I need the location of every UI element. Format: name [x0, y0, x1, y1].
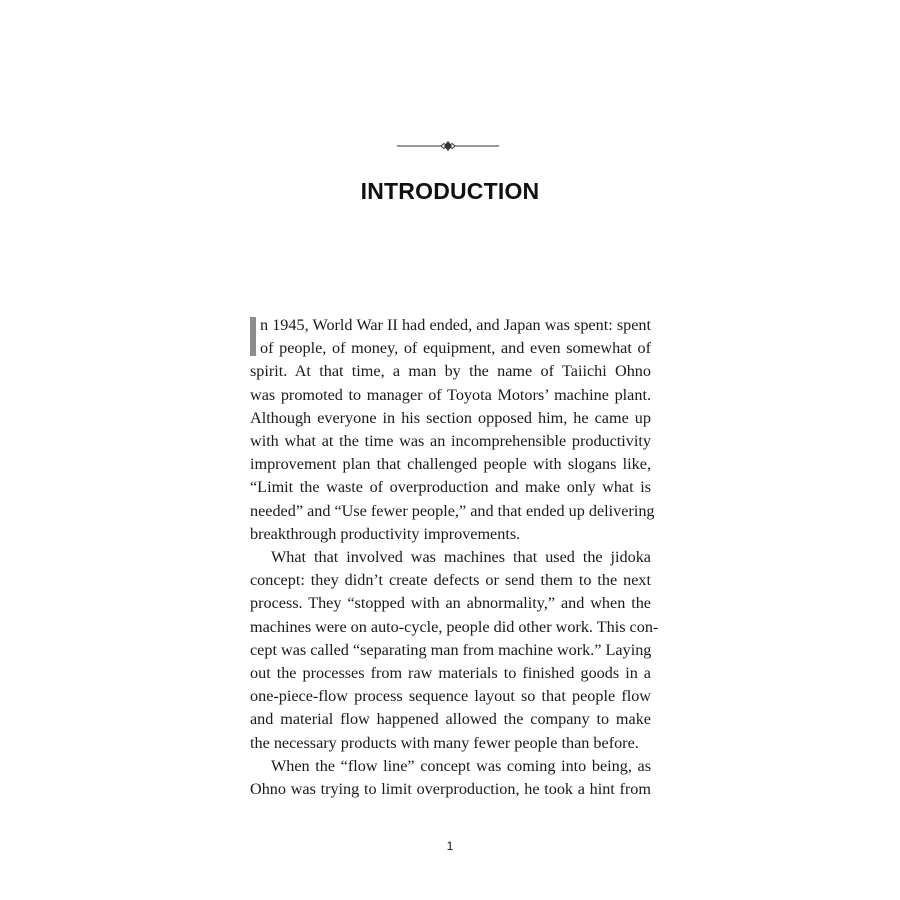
paragraph-2	[250, 546, 659, 755]
text-line: the necessary products with many fewer people than before.	[250, 733, 639, 752]
text-line: concept: they didn’t create defects or send them to the next	[250, 571, 651, 590]
text-line: was promoted to manager of Toyota Motors’ machine plant.	[250, 385, 651, 404]
paragraph-1	[250, 314, 655, 546]
text-line: and material flow happened allowed the company to make	[250, 710, 651, 729]
text-line: machines were on auto-cycle, people did other work. This con-	[250, 617, 659, 636]
text-line: breakthrough productivity improvements.	[250, 524, 521, 543]
text-line: needed” and “Use fewer people,” and that ended up delivering	[250, 501, 655, 520]
text-line: “Limit the waste of overproduction and make only what is	[250, 478, 651, 497]
text-line: process. They “stopped with an abnormality,” and when the	[250, 594, 651, 613]
body-text	[250, 314, 659, 801]
text-line: spirit. At that time, a man by the name of Taiichi Ohno	[250, 362, 651, 381]
text-line: Ohno was trying to limit overproduction, he took a hint from	[250, 780, 651, 799]
text-line: improvement plan that challenged people with slogans like,	[250, 455, 651, 474]
text-line: When the “flow line” concept was coming into being, as	[271, 756, 651, 775]
diamond-rule-ornament-icon	[397, 138, 499, 154]
dropcap-letter-i	[250, 317, 256, 356]
text-line: one-piece-flow process sequence layout so that people flow	[250, 687, 651, 706]
dropcap-block	[250, 314, 651, 360]
text-line: Although everyone in his section opposed him, he came up	[250, 408, 651, 427]
page-number: 1	[446, 839, 454, 853]
text-line: of people, of money, of equipment, and even somewhat of	[260, 339, 651, 358]
text-line: What that involved was machines that used the jidoka	[271, 548, 651, 567]
paragraph-3	[250, 755, 651, 801]
text-line: with what at the time was an incomprehensible productivity	[250, 432, 651, 451]
text-line: out the processes from raw materials to finished goods in a	[250, 664, 651, 683]
text-line: n 1945, World War II had ended, and Japan was spent: spent	[260, 316, 651, 334]
chapter-title: INTRODUCTION	[360, 178, 540, 204]
text-line: cept was called “separating man from machine work.” Laying	[250, 640, 652, 659]
